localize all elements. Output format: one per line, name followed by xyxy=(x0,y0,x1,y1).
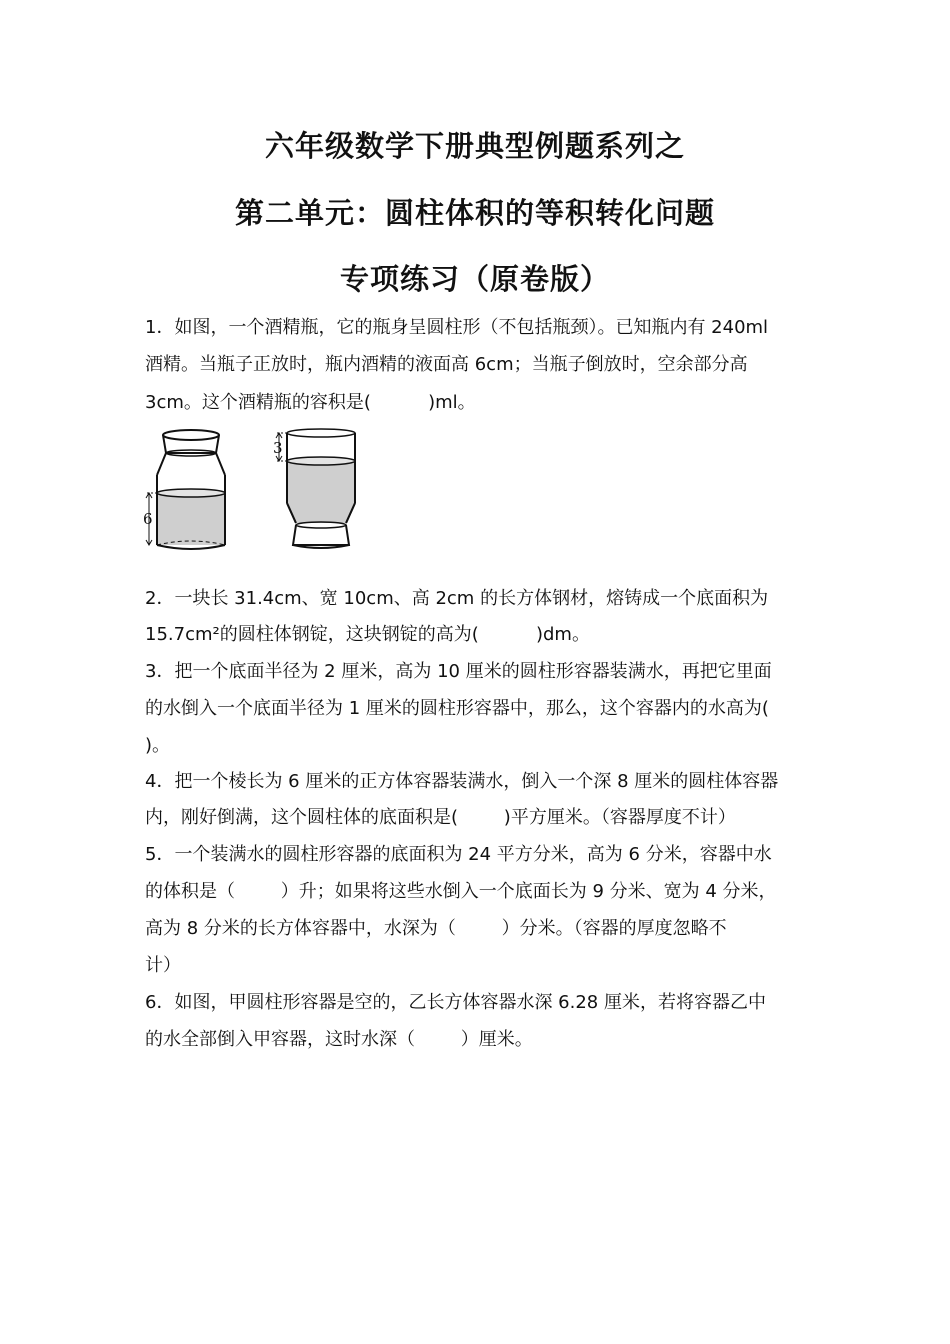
question-6-line: 的水全部倒入甲容器，这时水深（ ）厘米。 xyxy=(145,1029,533,1050)
question-2-line: 15.7cm²的圆柱体钢锭，这块钢锭的高为( )dm。 xyxy=(145,624,590,645)
question-5-line: 的体积是（ ）升；如果将这些水倒入一个底面长为 9 分米、宽为 4 分米， xyxy=(145,881,777,902)
question-4-line: 内，刚好倒满，这个圆柱体的底面积是( )平方厘米。（容器厚度不计） xyxy=(145,807,736,828)
question-1-line: 3cm。这个酒精瓶的容积是( )ml。 xyxy=(145,392,476,413)
upright-bottle xyxy=(146,430,225,549)
page-title-line1: 六年级数学下册典型例题系列之 xyxy=(264,129,685,163)
question-5-line: 5．一个装满水的圆柱形容器的底面积为 24 平方分米，高为 6 分米，容器中水 xyxy=(145,844,772,865)
question-5-line: 高为 8 分米的长方体容器中，水深为（ ）分米。（容器的厚度忽略不 xyxy=(145,918,727,939)
alcohol-bottle-figure xyxy=(143,425,363,555)
question-3-line: 3．把一个底面半径为 2 厘米，高为 10 厘米的圆柱形容器装满水，再把它里面 xyxy=(145,661,772,682)
inverted-bottle xyxy=(276,429,355,548)
question-1-line: 酒精。当瓶子正放时，瓶内酒精的液面高 6cm；当瓶子倒放时，空余部分高 xyxy=(145,354,748,375)
question-1-line: 1．如图，一个酒精瓶，它的瓶身呈圆柱形（不包括瓶颈）。已知瓶内有 240ml xyxy=(145,317,769,338)
question-5-line: 计） xyxy=(145,955,181,976)
question-2-line: 2．一块长 31.4cm、宽 10cm、高 2cm 的长方体钢材，熔铸成一个底面积为 xyxy=(145,588,769,609)
question-4-line: 4．把一个棱长为 6 厘米的正方体容器装满水，倒入一个深 8 厘米的圆柱体容器 xyxy=(145,771,779,792)
inverted-gap-label: 3 xyxy=(273,439,283,457)
page-title-line2: 第二单元：圆柱体积的等积转化问题 xyxy=(234,196,715,230)
question-3-line: )。 xyxy=(145,735,171,756)
question-3-line: 的水倒入一个底面半径为 1 厘米的圆柱形容器中，那么，这个容器内的水高为( xyxy=(145,698,769,719)
upright-height-label: 6 xyxy=(143,510,153,528)
page-title-line3: 专项练习（原卷版） xyxy=(339,262,610,296)
bottle-diagram xyxy=(143,425,363,555)
question-6-line: 6．如图，甲圆柱形容器是空的，乙长方体容器水深 6.28 厘米，若将容器乙中 xyxy=(145,992,766,1013)
